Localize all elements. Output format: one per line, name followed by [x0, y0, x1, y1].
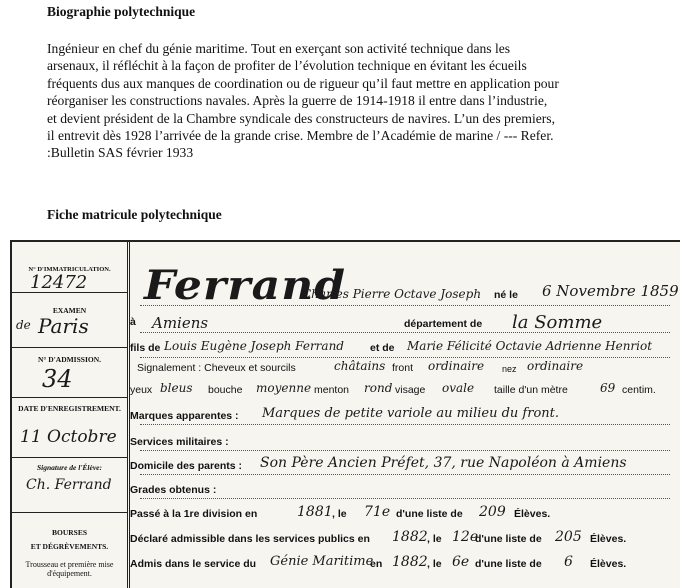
- signature-label: Signature de l'Élève:: [37, 463, 102, 472]
- signature-cell: [12, 457, 127, 513]
- admis-service: Génie Maritime: [270, 554, 374, 569]
- birth-place: Amiens: [152, 314, 209, 332]
- menton-label: menton: [314, 384, 350, 396]
- bourses-cell: [12, 512, 127, 588]
- bio-line: réorganiser les constructions navales. Après la guerre de 1914-1918 il entre dans l’industrie,: [47, 93, 548, 109]
- passe-year: 1881: [297, 504, 333, 520]
- examen-label: EXAMEN: [52, 306, 87, 315]
- matricule-value: 12472: [30, 272, 88, 293]
- passe-total: 209: [479, 504, 506, 520]
- visage-label: visage: [395, 384, 426, 396]
- matricule-form: [10, 240, 680, 588]
- services-label: Services militaires :: [130, 436, 229, 448]
- bouche-label: bouche: [208, 384, 243, 396]
- passe-eleves: Élèves.: [514, 508, 551, 520]
- bio-line: arsenaux, il réfléchit à la façon de profiter de l’évolution technique en évitant les écueils: [47, 58, 527, 74]
- admis-total: 6: [564, 554, 573, 570]
- declare-total: 205: [555, 529, 582, 545]
- enregistrement-cell: [12, 397, 127, 458]
- front-label: front: [392, 362, 414, 374]
- dotted-line: [140, 424, 670, 425]
- enreg-value: 11 Octobre: [20, 427, 117, 447]
- mother-name: Marie Félicité Octavie Adrienne Henriot: [407, 339, 653, 353]
- cheveux-value: châtains: [334, 359, 386, 373]
- signature-value: Ch. Ferrand: [26, 477, 112, 493]
- marques-value: Marques de petite variole au milieu du front.: [262, 406, 560, 421]
- ne-le-label: né le: [494, 289, 518, 301]
- admis-le: , le: [427, 558, 442, 570]
- fiche-heading: Fiche matricule polytechnique: [47, 207, 222, 222]
- trousseau-label: Trousseau et première mise d'équipement.: [25, 560, 114, 578]
- admis-en: en: [370, 558, 383, 570]
- admis-label: Admis dans le service du: [130, 558, 257, 570]
- departement-value: la Somme: [512, 312, 603, 333]
- admis-rank: 6e: [452, 554, 470, 570]
- centim-label: centim.: [622, 384, 656, 396]
- bio-line: :Bulletin SAS février 1933: [47, 145, 194, 161]
- yeux-value: bleus: [160, 381, 193, 395]
- passe-liste: d'une liste de: [396, 508, 463, 520]
- visage-value: ovale: [442, 381, 475, 395]
- passe-label: Passé à la 1re division en: [130, 508, 258, 520]
- bio-heading: Biographie polytechnique: [47, 4, 196, 19]
- bio-line: il entrevit dès 1928 l’arrivée de la grande crise. Membre de l’Académie de marine / --- Refer.: [47, 128, 554, 144]
- bio-line: et devient président de la Chambre syndicale des constructeurs de navires. L’un des premiers,: [47, 110, 555, 126]
- birth-date: 6 Novembre 1859: [542, 282, 679, 300]
- dotted-line: [140, 474, 670, 475]
- taille-value: 69: [600, 381, 616, 395]
- grades-label: Grades obtenus :: [130, 484, 217, 496]
- father-name: Louis Eugène Joseph Ferrand: [164, 339, 344, 353]
- bio-text: [47, 40, 669, 162]
- examen-value: Paris: [38, 314, 89, 338]
- menton-value: rond: [364, 381, 393, 395]
- admis-liste: d'une liste de: [475, 558, 542, 570]
- matricule-cell: [12, 242, 127, 293]
- admission-value: 34: [42, 365, 73, 393]
- departement-label: département de: [404, 318, 483, 330]
- enreg-label: DATE D'ENREGISTREMENT.: [18, 404, 121, 413]
- dotted-line: [140, 450, 670, 451]
- bio-line: Ingénieur en chef du génie maritime. Tout en exerçant son activité technique dans les: [47, 41, 511, 56]
- yeux-label: yeux: [130, 384, 153, 396]
- domicile-label: Domicile des parents :: [130, 460, 243, 472]
- passe-rank: 71e: [364, 504, 391, 520]
- taille-label: taille d'un mètre: [494, 384, 568, 396]
- declare-rank: 12e: [452, 529, 479, 545]
- nez-value: ordinaire: [527, 359, 584, 373]
- degrevements-label: ET DÉGRÈVEMENTS.: [30, 542, 109, 551]
- left-column: [12, 242, 130, 588]
- nez-label: nez: [502, 364, 517, 374]
- matricule-label: N° D'IMMATRICULATION.: [28, 266, 111, 273]
- domicile-value: Son Père Ancien Préfet, 37, rue Napoléon à Amiens: [260, 455, 627, 471]
- given-names: Charles Pierre Octave Joseph: [302, 287, 482, 301]
- admission-label: N° D'ADMISSION.: [37, 355, 101, 364]
- et-de-label: et de: [370, 342, 395, 354]
- declare-le: , le: [427, 533, 442, 545]
- passe-le: , le: [332, 508, 347, 520]
- admis-eleves: Élèves.: [590, 558, 627, 570]
- dotted-line: [140, 357, 670, 358]
- bio-line: fréquents dus aux manques de coordination ou de rigueur qu’il faut mettre en application pour: [47, 75, 559, 91]
- dotted-line: [140, 305, 670, 306]
- examen-prefix: de: [16, 318, 31, 332]
- fils-label: fils de: [130, 342, 161, 354]
- signalement-label: Signalement : Cheveux et sourcils: [137, 362, 296, 374]
- declare-liste: d'une liste de: [475, 533, 542, 545]
- declare-year: 1882: [392, 529, 428, 545]
- declare-eleves: Élèves.: [590, 533, 627, 545]
- a-label: à: [130, 316, 136, 328]
- admission-cell: [12, 347, 127, 398]
- admis-year: 1882: [392, 554, 428, 570]
- dotted-line: [140, 498, 670, 499]
- dotted-line: [140, 332, 670, 333]
- examen-cell: [12, 292, 127, 348]
- bouche-value: moyenne: [256, 381, 312, 395]
- bourses-label: BOURSES: [51, 528, 87, 537]
- marques-label: Marques apparentes :: [130, 410, 239, 422]
- declare-label: Déclaré admissible dans les services publics en: [130, 533, 370, 545]
- family-name: Ferrand: [144, 262, 347, 309]
- front-value: ordinaire: [428, 359, 485, 373]
